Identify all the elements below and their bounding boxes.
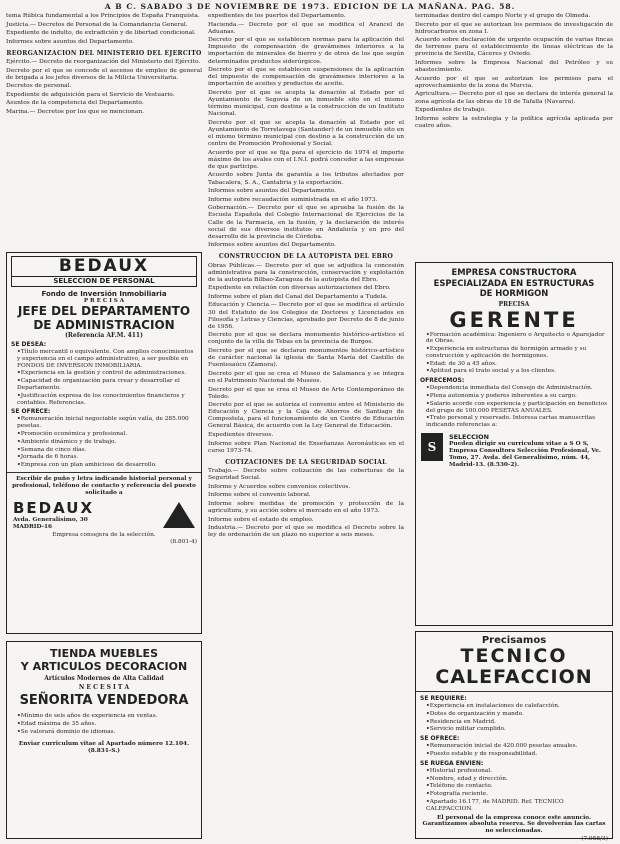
furniture-store-ad [6, 641, 202, 839]
news-paragraph: Informes sobre asuntos del Departamento. [6, 38, 134, 45]
column-1-news [6, 13, 202, 249]
news-paragraph: Informe sobre Plan Nacional de Enseñanzas Aeronáuticas en el curso 1973-74. [208, 440, 404, 454]
news-paragraph: Decreto por el que se declara monumento histórico-artístico el conjunto de la villa de Tebas en la provincia de Burgos. [208, 332, 404, 346]
requirement-item: • Dotes de organización y mando. [426, 711, 608, 718]
news-paragraph: Ejército.— Decreto de reorganización del Ministerio del Ejército. [6, 58, 201, 65]
job-title-line-2: DE ADMINISTRACION [33, 318, 175, 332]
offer-item: • Jornada de 6 horas. [17, 454, 197, 461]
news-paragraph: Decreto por el que se concede el ascenso de empleo de general de brigada a los jefes diversos de la Milicia Universitaria. [6, 67, 202, 81]
offer-item: • Dependencia inmediata del Consejo de Administración. [426, 385, 608, 392]
news-paragraph: Acuerdo por el que se autorizan los permisos para el aprovechamiento de la zona de Murcia. [415, 75, 613, 89]
page-header: A B C. SABADO 3 DE NOVIEMBRE DE 1973. EDICION DE LA MAÑANA. PAG. 58. [104, 2, 516, 11]
requirement-item: • Formación académica: Ingeniero o Arquitecto o Aparejador de Obras. [426, 332, 608, 346]
news-paragraph: tema Rúbica fundamental a los Principios de España Franquista. [6, 13, 200, 19]
selection-title: SELECCION [449, 433, 489, 442]
gerente-job-ad [415, 262, 613, 626]
news-paragraph: Expediente en relación con diversas autorizaciones del Ebro. [208, 285, 391, 292]
brand-name: BEDAUX [58, 256, 150, 276]
news-paragraph: Hacienda.— Decreto por el que se modifica el Arancel de Aduanas. [208, 21, 404, 35]
requirement-item: • Aptitud para el trato social y a los clientes. [426, 368, 608, 375]
section-heading: COTIZACIONES DE LA SEGURIDAD SOCIAL [225, 458, 387, 466]
selection-text: Pueden dirigir su curriculum vitae a S O S, Empresa Consultora Selección Profesional, Ve. Tomo, 27. Avda. del Generalísimo, núm. 44, Madrid-13. (8.530-2). [449, 441, 601, 468]
send-item: • Historial profesional. [426, 768, 608, 775]
brand-subtitle: SELECCION DE PERSONAL [12, 276, 196, 286]
requirement-item: • Se valorará dominio de idiomas. [17, 729, 197, 736]
news-paragraph: Informes sobre la Empresa Nacional del Petróleo y su abastecimiento. [415, 60, 613, 74]
address-line-2: MADRID-16 [13, 523, 53, 530]
news-paragraph: Informe sobre el convenio laboral. [208, 492, 311, 499]
requirement-item: • Justificación expresa de los conocimientos financieros y contables. Referencias. [17, 393, 197, 407]
news-paragraph: Informes sobre asuntos del Departamento. [208, 188, 336, 195]
offer-item: • Semana de cinco días. [17, 447, 197, 454]
news-paragraph: Expedientes de trabajo. [415, 107, 486, 114]
offer-item: • Promoción económica y profesional. [17, 431, 197, 438]
news-paragraph: Expediente de adquisición para el Servicio de Vestuario. [6, 91, 175, 98]
news-paragraph: expedientes de los puertos del Departamento. [208, 13, 346, 19]
consultant-note: Empresa consejera de la selección. [52, 532, 156, 539]
column-2-news [208, 13, 404, 841]
news-paragraph: Decreto por el que se acepta la donación al Estado por el Ayuntamiento de Segovia de un inmueble sito en el mismo término municipal, con destino a la construcción de un Instituto Nacional. [208, 89, 404, 118]
news-paragraph: Informe sobre el plan del Canal del Departamento a Tudela. [208, 293, 388, 300]
news-paragraph: Industria.— Decreto por el que se modifica el Decreto sobre la ley de ordenación de un plazo no superior a seis meses. [208, 525, 404, 539]
bedaux-job-ad [6, 252, 202, 634]
tecnico-send-list [426, 768, 608, 813]
offer-list [17, 416, 197, 469]
triangle-logo-icon [163, 502, 195, 528]
offer-item: • Remuneración inicial negociable según valía, de 285.000 pesetas. [17, 416, 197, 430]
requirement-item: • Mínimo de seis años de experiencia en ventas. [17, 713, 197, 720]
news-paragraph: Decreto por el que se crea el Museo de Arte Contemporáneo de Toledo. [208, 386, 404, 400]
send-item: • Fotografía reciente. [426, 791, 608, 798]
news-paragraph: Acuerdo sobre Junta de garantía a los tributos afectados por Tabacalera, S. A., Cantabria y la exportación. [208, 172, 404, 186]
job-reference: (Referencia AF.M. 411) [65, 332, 143, 339]
gerente-requirements-list [426, 332, 608, 376]
position-title: SEÑORITA VENDEDORA [19, 693, 189, 708]
offer-item: • Empresa con un plan ambicioso de desarrollo. [17, 462, 197, 469]
requirements-label: SE DESEA: [11, 341, 47, 348]
offer-label: SE OFRECE: [11, 408, 51, 416]
tecnico-footer: El personal de la empresa conoce este anuncio. Garantizamos absoluta reserva. Se devolverán las cartas no seleccionadas. [422, 814, 606, 835]
address-brand: BEDAUX [13, 498, 95, 517]
tecnico-requirements-list [426, 703, 608, 733]
requirement-item: • Capacidad de organización para crear y desarrollar el Departamento. [17, 378, 197, 392]
ad-code: (7.958/3) [581, 836, 608, 843]
column-3-news [415, 13, 613, 249]
store-title-1: TIENDA MUEBLES [49, 647, 158, 660]
offer-item: • Trato personal y reservado. Interesa cartas manuscritas indicando referencias a: [426, 415, 608, 429]
requirement-item: • Servicio militar cumplido. [426, 726, 608, 733]
bedaux-logo [11, 256, 197, 287]
news-paragraph: Educación y Ciencia.— Decreto por el que se modifica el artículo 30 del Estatuto de los Colegios de Doctores y Licenciados en Filosofía y Letras y Ciencias, aprobado por Decreto de 8 de junio de 1956. [208, 302, 404, 330]
news-paragraph: Informe sobre medidas de promoción y protección de la agricultura, y su acción sobre el mercado en el año 1973. [208, 500, 404, 514]
fund-name: Fondo de Inversión Inmobiliaria [41, 290, 167, 298]
calefaccion-title: CALEFACCION [435, 666, 593, 688]
news-paragraph: Gobernación.— Decreto por el que se aprueba la fusión de la Escuela Española del Colegio Internacional de Ejercicios de la Calle de la Farmacia, en la fusión, y la declaración de interés social de sus diversos institutos en Andalucía y en pro del desarrollo de la provincia de Córdoba. [208, 205, 404, 240]
news-paragraph: Decreto por el que se autoriza el convenio entre el Ministerio de Educación y Ciencia y la Caja de Ahorros de Santiago de Compostela, para el funcionamiento de un Centro de Educación General Básica, de acuerdo con la Ley General de Educación. [208, 402, 404, 430]
gerente-title: GERENTE [449, 307, 579, 332]
necesita-label: N E C E S I T A [78, 684, 130, 691]
news-paragraph: Decreto por el que se establecen normas para la aplicación del Impuesto de compensación de gravámenes interiores a la importación de minerales de hierro y de otros de los que según determinados productos siderúrgicos. [208, 37, 404, 65]
address-line-1: Avda. Generalísimo, 30 [13, 516, 88, 523]
offer-item: • Plena autonomía y poderes inherentes a su cargo. [426, 393, 608, 400]
requirement-item: • Experiencia en instalaciones de calefacción. [426, 703, 608, 710]
news-paragraph: Acuerdo por el que se fija para el ejercicio de 1974 el importe máximo de los avales con el I.N.I. podrá conceder a las empresas de que participe. [208, 149, 404, 170]
send-item: • Nombre, edad y dirección. [426, 776, 608, 783]
offer-item: • Ambiente dinámico y de trabajo. [17, 439, 197, 446]
tecnico-title: TECNICO [460, 645, 568, 667]
requirement-item: • Experiencia en la gestión y control de administraciones. [17, 370, 197, 377]
company-line-3: DE HORMIGON [479, 288, 549, 298]
precisamos-label: Precisamos [481, 635, 547, 646]
precisa-label: PRECISA [498, 300, 530, 308]
news-paragraph: Informe sobre recaudación suministrada en el año 1973. [208, 196, 378, 203]
apply-instructions: Escribir de puño y letra indicando historial personal y profesional, teléfono de contacto y referencia del puesto solicitado a [12, 475, 196, 496]
news-paragraph: Expediente de indulto, de extradición y de libertad condicional. [6, 30, 196, 37]
news-paragraph: Acuerdo sobre declaración de urgente ocupación de varias fincas de terrenos para el establecimiento de líneas eléctricas de la provincia de Sevilla, Cáceres y Oviedo. [415, 37, 613, 58]
gerente-offer-list [426, 385, 608, 429]
send-item: • Teléfono de contacto. [426, 783, 608, 790]
requirement-item: • Residencia en Madrid. [426, 719, 608, 726]
offer-item: • Salario acorde con experiencia y participación en beneficios del grupo de 100.000 PESETAS ANUALES. [426, 401, 608, 415]
news-paragraph: Decreto por el que se declaran monumentos histórico-artístico de carácter nacional la iglesia de Santa María del Castillo de Fuentesaúco (Zamora). [208, 348, 404, 369]
requirements-list [17, 349, 197, 406]
news-paragraph: Informe y Acuerdos sobre convenios colectivos. [208, 483, 351, 490]
section-heading: REORGANIZACION DEL MINISTERIO DEL EJERCITO [6, 49, 202, 57]
store-title-2: Y ARTICULOS DECORACION [20, 660, 188, 673]
tecnico-offer-list [426, 743, 608, 758]
requirement-item: • Título mercantil o equivalente. Con amplios conocimientos y experiencia en el campo administrativo, a ser posible en FONDOS DE INVERSION INMOBILIARIA. [17, 349, 197, 369]
news-paragraph: terminadas dentro del campo Norte y el grupo de Olmeda. [415, 13, 591, 19]
section-heading: CONSTRUCCION DE LA AUTOPISTA DEL EBRO [218, 253, 394, 261]
news-paragraph: Informes sobre asuntos del Departamento. [208, 242, 336, 249]
offer-item: • Puesto estable y de responsabilidad. [426, 751, 608, 758]
news-paragraph: Decreto por el que se crea el Museo de Salamanca y se integra en el Patrimonio Nacional de Museos. [208, 370, 404, 384]
news-paragraph: Decretos de personal. [6, 83, 72, 90]
news-paragraph: Decreto por el que se autorizan los permisos de investigación de hidrocarburos en zona I. [415, 21, 613, 35]
news-paragraph: Informe sobre el estado de empleo. [208, 516, 314, 523]
sos-logo-icon: S [421, 433, 443, 461]
requirements-label: SE REQUIERE: [420, 695, 467, 702]
company-line-1: EMPRESA CONSTRUCTORA [451, 267, 577, 277]
news-paragraph: Decreto por el que se acepta la donación al Estado por el Ayuntamiento de Torrelavega (Santander) de un inmueble sito en el mismo término municipal con destino a la construcción de un centro de Promoción Profesional y Social. [208, 119, 404, 148]
offer-label: SE OFRECE: [420, 735, 460, 743]
news-paragraph: Justicia.— Decretos de Personal de la Comandancia General. [6, 21, 188, 28]
news-paragraph: Agricultura.— Decreto por el que se declara de interés general la zona agrícola de las obras de 18 de Tafalla (Navarra). [415, 91, 613, 105]
company-line-2: ESPECIALIZADA EN ESTRUCTURAS [433, 277, 595, 288]
precisa-label: P R E C I S A [83, 298, 125, 304]
store-subtitle: Artículos Modernos de Alta Calidad [44, 675, 164, 682]
tecnico-job-ad [415, 631, 613, 843]
news-paragraph: Expedientes diversos. [208, 432, 274, 439]
send-item: • Apartado 16.177, de MADRID. Ref. TECNICO CALEFACCION. [426, 799, 608, 813]
store-apply-note: Enviar curriculum vitae al Apartado número 12.104. (8.831-S.) [18, 741, 190, 755]
news-paragraph: Trabajo.— Decreto sobre cotización de las coberturas de la Seguridad Social. [208, 467, 404, 482]
store-requirements-list [17, 713, 197, 735]
requirement-item: • Edad máxima de 35 años. [17, 721, 197, 728]
requirement-item: • Experiencia en estructuras de hormigón armado y su construcción y aplicación de hormigones. [426, 346, 608, 360]
news-paragraph: Decreto por el que se establecen suspensiones de la aplicación del impuesto de compensación de gravámenes interiores a la importación de aceites y productos de aceite. [208, 67, 404, 88]
news-paragraph: Asuntos de la competencia del Departamento. [6, 100, 144, 107]
news-paragraph: Informe sobre la estrategia y la política agrícola aplicada por cuatro años. [415, 115, 613, 129]
news-paragraph: Obras Públicas.— Decreto por el que se adjudica la concesión administrativa para la construcción, conservación y explotación de la autopista Bilbao-Zaragoza de la autopista del Ebro. [208, 262, 404, 283]
offer-item: • Remuneración inicial de 420.000 pesetas anuales. [426, 743, 608, 750]
offer-label: OFRECEMOS: [420, 377, 465, 385]
ad-code: (8.801-4) [170, 539, 197, 546]
send-label: SE RUEGA ENVIEN: [420, 759, 484, 767]
job-title-line-1: JEFE DEL DEPARTAMENTO [17, 304, 191, 318]
news-paragraph: Marina.— Decretos por los que se mencionan. [6, 109, 145, 116]
requirement-item: • Edad: de 30 a 45 años. [426, 361, 608, 368]
